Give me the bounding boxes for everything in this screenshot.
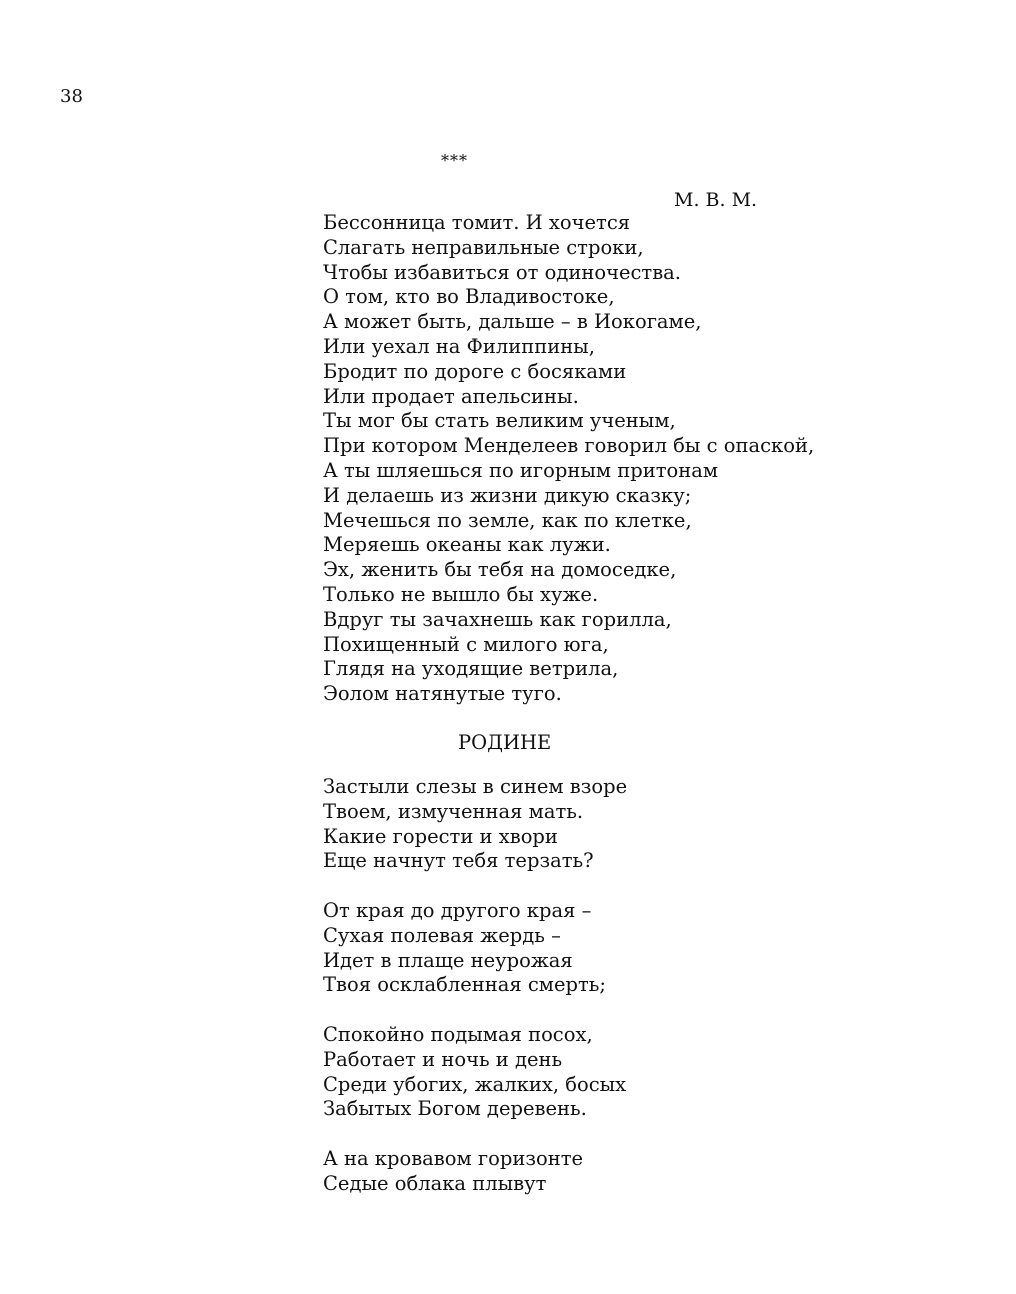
poem-line: Чтобы избавиться от одиночества.	[323, 260, 682, 284]
poem-stanza	[323, 899, 627, 998]
poem-line: От края до другого края –	[323, 898, 592, 922]
poem-stanza	[323, 1147, 627, 1197]
poem-line: Работает и ночь и день	[323, 1047, 563, 1071]
poem-line: Или продает апельсины.	[323, 384, 579, 408]
poem-line: Только не вышло бы хуже.	[323, 582, 599, 606]
poem-line: При котором Менделеев говорил бы с опаской,	[323, 434, 815, 458]
poem-line: Седые облака плывут	[323, 1171, 547, 1195]
poem-line: Эх, женить бы тебя на домоседке,	[323, 558, 677, 582]
poem-line: Слагать неправильные строки,	[323, 235, 644, 259]
poem-line: Застыли слезы в синем взоре	[323, 775, 628, 798]
poem-line: О том, кто во Владивостоке,	[323, 285, 615, 309]
poem-line: Меряешь океаны как лужи.	[323, 533, 611, 557]
poem-insomnia	[323, 211, 814, 707]
poem-line: Эолом натянутые туго.	[323, 682, 562, 706]
poem-line: Похищенный с милого юга,	[323, 632, 609, 656]
poem-line: Твоя осклабленная смерть;	[323, 973, 606, 997]
poem-line: Вдруг ты зачахнешь как горилла,	[323, 607, 672, 631]
poem-line: Идет в плаще неурожая	[323, 948, 573, 972]
poem-stanza	[323, 1023, 627, 1122]
poem-dedication: М. В. М.	[674, 189, 758, 211]
poem-line: И делаешь из жизни дикую сказку;	[323, 483, 692, 507]
poem-line: Забытых Богом деревень.	[323, 1097, 587, 1121]
poem-line: Среди убогих, жалких, босых	[323, 1072, 627, 1096]
poem-title: РОДИНЕ	[458, 731, 552, 754]
poem-line: Ты мог бы стать великим ученым,	[323, 409, 676, 433]
poem-line: Бродит по дороге с босяками	[323, 359, 627, 383]
poem-line: Какие горести и хвори	[323, 824, 558, 848]
section-separator-stars: ***	[441, 151, 468, 170]
poem-line: Или уехал на Филиппины,	[323, 334, 595, 358]
poem-line: Мечешься по земле, как по клетке,	[323, 508, 692, 532]
poem-line: Твоем, измученная мать.	[323, 799, 584, 823]
poem-line: Еще начнут тебя терзать?	[323, 849, 594, 873]
poem-line: Бессонница томит. И хочется	[323, 211, 631, 234]
page-number: 38	[60, 86, 83, 107]
poem-to-motherland	[323, 775, 627, 1221]
poem-line: А может быть, дальше – в Иокогаме,	[323, 310, 702, 334]
poem-line: Сухая полевая жердь –	[323, 923, 561, 947]
poem-line: Глядя на уходящие ветрила,	[323, 657, 619, 681]
poem-line: А ты шляешься по игорным притонам	[323, 458, 719, 482]
poem-stanza	[323, 775, 627, 874]
poem-line: А на кровавом горизонте	[323, 1146, 584, 1170]
poem-line: Спокойно подымая посох,	[323, 1022, 593, 1046]
